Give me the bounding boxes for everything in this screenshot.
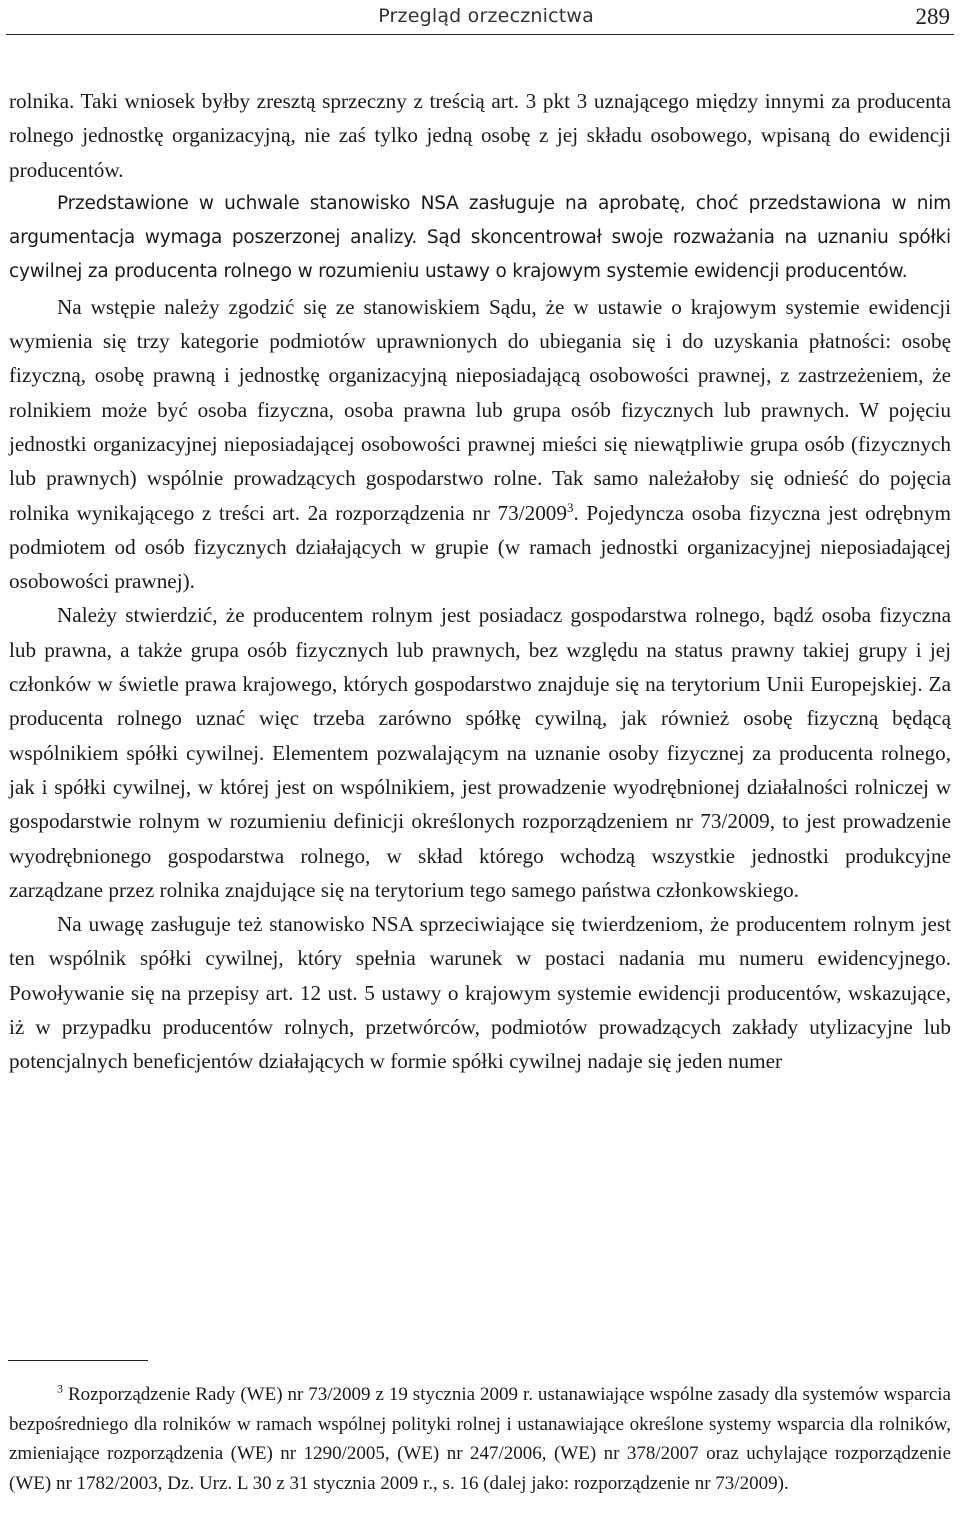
footnote-number: 3 — [57, 1381, 63, 1396]
paragraph-continuation: rolnika. Taki wniosek byłby zresztą sprzeczny z treścią art. 3 pkt 3 uznającego między innymi za producenta rolnego jednostkę organizacyjną, nie zaś tylko jedną osobę z jej składu osobowego, wpisaną do ewidencji producentów. — [9, 89, 951, 182]
paragraph-producer: Należy stwierdzić, że producentem rolnym jest posiadacz gospodarstwa rolnego, bądź osoba fizyczna lub prawna, a także grupa osób fizycznych lub prawnych, bez względu na status prawny takiej grupy i jej członków w świetle prawa krajowego, których gospodarstwo znajduje się na terytorium Unii Europejskiej. Za producenta rolnego uznać więc trzeba zarówno spółkę cywilną, jak również osobę fizyczną będącą wspólnikiem spółki cywilnej. Elementem pozwalającym na uznanie osoby fizycznej za producenta rolnego, jak i spółki cywilnej, w której jest on wspólnikiem, jest prowadzenie wyodrębnionej działalności rolniczej w gospodarstwie rolnym w rozumieniu definicji określonych rozporządzeniem nr 73/2009, to jest prowadzenie wyodrębnionego gospodarstwa rolnego, w skład którego wchodzą wszystkie jednostki produkcyjne zarządzane przez rolnika znajdujące się na terytorium tego samego państwa członkowskiego. — [9, 603, 951, 902]
paragraph-nsa-position: Na uwagę zasługuje też stanowisko NSA sprzeciwiające się twierdzeniom, że producentem rolnym jest ten wspólnik spółki cywilnej, który spełnia warunek w postaci nadania mu numeru ewidencyjnego. Powoływanie się na przepisy art. 12 ust. 5 ustawy o krajowym systemie ewidencji producentów, wskazujące, iż w przypadku producentów rolnych, przetwórców, podmiotów prowadzących zakłady utylizacyjne lub potencjalnych beneficjentów działających w formie spółki cywilnej nadaje się jeden numer — [9, 912, 951, 1074]
footnote-reference[interactable]: 3 — [566, 499, 574, 515]
page-header — [6, 0, 954, 35]
footnote-divider — [8, 1360, 148, 1361]
paragraph-categories — [9, 290, 951, 599]
main-text — [9, 84, 951, 1079]
paragraph-categories-text: Na wstępie należy zgodzić się ze stanowiskiem Sądu, że w ustawie o krajowym systemie ewidencji wymienia się trzy kategorie podmiotów uprawnionych do ubiegania się i do uzyskania płatności: osobę fizyczną, osobę prawną i jednostkę organizacyjną nieposiadającą osobowości prawnej, z zastrzeżeniem, że rolnikiem może być osoba fizyczna, osoba prawna lub grupa osób fizycznych lub prawnych. W pojęciu jednostki organizacyjnej nieposiadającej osobowości prawnej mieści się niewątpliwie grupa osób (fizycznych lub prawnych) wspólnie prowadzących gospodarstwo rolne. Tak samo należałoby się odnieść do pojęcia rolnika wynikającego z treści art. 2a rozporządzenia nr 73/2009 — [9, 294, 951, 525]
footnote — [9, 1380, 951, 1498]
footnote-text: Rozporządzenie Rady (WE) nr 73/2009 z 19 stycznia 2009 r. ustanawiające wspólne zasady dla systemów wsparcia bezpośredniego dla rolników w ramach wspólnej polityki rolnej i ustanawiające określone systemy wsparcia dla rolników, zmieniające rozporządzenia (WE) nr 1290/2005, (WE) nr 247/2006, (WE) nr 378/2007 oraz uchylające rozporządzenie (WE) nr 1782/2003, Dz. Urz. L 30 z 31 stycznia 2009 r., s. 16 (dalej jako: rozporządzenie nr 73/2009). — [9, 1384, 951, 1494]
paragraph-categories-tail: . Pojedyncza osoba fizyczna jest odrębnym podmiotem od osób fizycznych działających w grupie (w ramach jednostki organizacyjnej nieposiadającej osobowości prawnej). — [9, 500, 952, 594]
page-number: 289 — [915, 4, 950, 29]
paragraph-assessment: Przedstawione w uchwale stanowisko NSA zasługuje na aprobatę, choć przedstawiona w nim argumentacja wymaga poszerzonej analizy. Sąd skoncentrował swoje rozważania na uznaniu spółki cywilnej za producenta rolnego w rozumieniu ustawy o krajowym systemie ewidencji producentów. — [9, 192, 951, 283]
running-title: Przegląd orzecznictwa — [378, 5, 594, 27]
